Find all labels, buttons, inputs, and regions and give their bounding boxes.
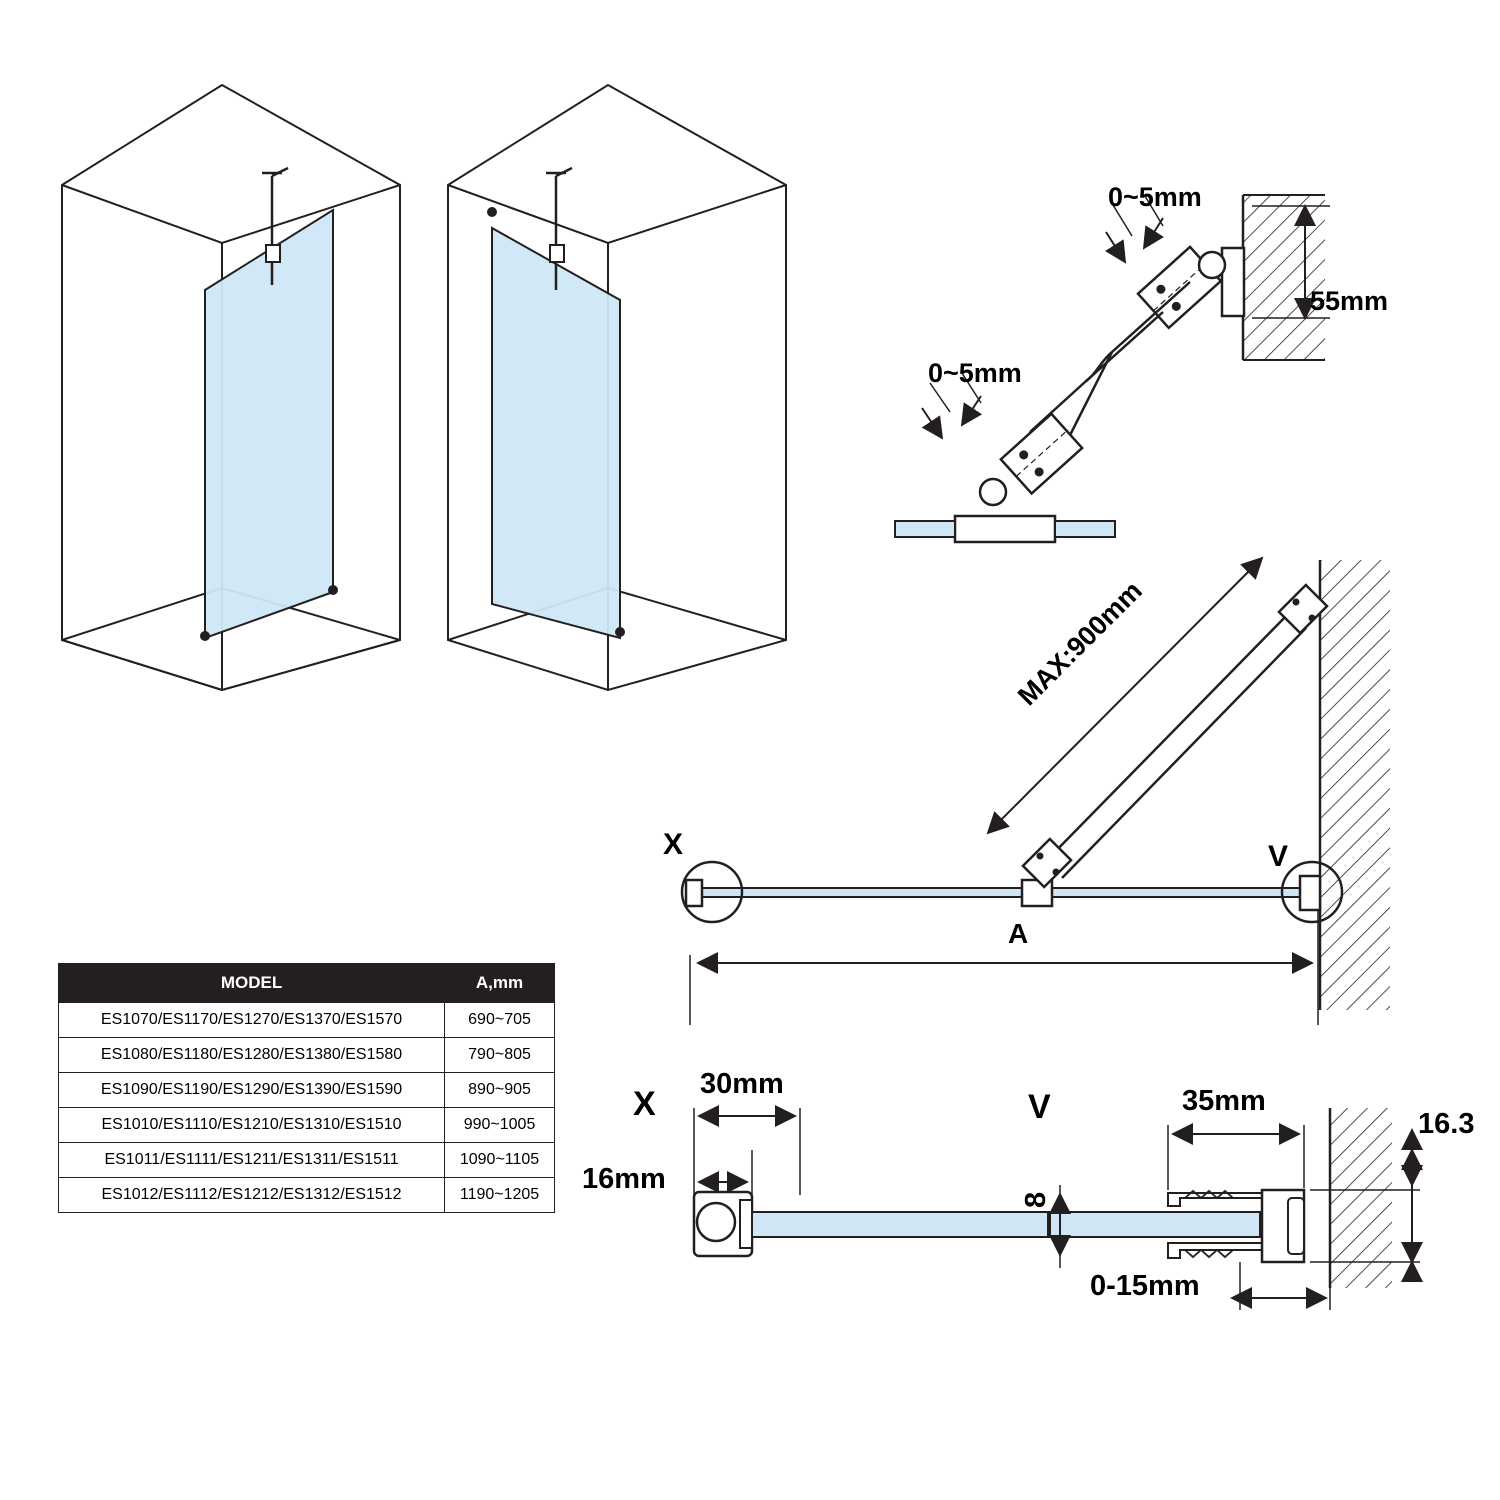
label-profile-inner: 16mm: [582, 1163, 666, 1195]
label-profile-width: 30mm: [700, 1068, 784, 1100]
table-row: [59, 1108, 555, 1143]
table-row: [59, 1038, 555, 1073]
cell-model: ES1070/ES1170/ES1270/ES1370/ES1570: [59, 1003, 445, 1038]
cell-a: 690~705: [445, 1003, 555, 1038]
cell-a: 990~1005: [445, 1108, 555, 1143]
cell-a: 890~905: [445, 1073, 555, 1108]
label-bracket-gap-top: 0~5mm: [1108, 182, 1202, 212]
label-width-a: A: [1008, 918, 1029, 949]
detail-x-section: [694, 1108, 1048, 1256]
label-detail-v-section: V: [1028, 1088, 1051, 1126]
isometric-view-right: [448, 85, 786, 690]
table-row: [59, 1178, 555, 1213]
table-row: [59, 1073, 555, 1108]
column-header-model: MODEL: [59, 964, 445, 1003]
label-bar-max-length: MAX:900mm: [1012, 575, 1148, 712]
cell-a: 1190~1205: [445, 1178, 555, 1213]
cell-a: 790~805: [445, 1038, 555, 1073]
cell-model: ES1012/ES1112/ES1212/ES1312/ES1512: [59, 1178, 445, 1213]
label-glass-thickness: 8: [1020, 1191, 1052, 1208]
plan-view: [682, 558, 1390, 1025]
label-detail-x-plan: X: [663, 828, 684, 861]
label-wall-adjust: 0-15mm: [1090, 1270, 1200, 1302]
table-row: [59, 1003, 555, 1038]
label-detail-v-plan: V: [1268, 840, 1289, 873]
cell-model: ES1090/ES1190/ES1290/ES1390/ES1590: [59, 1073, 445, 1108]
cell-model: ES1080/ES1180/ES1280/ES1380/ES1580: [59, 1038, 445, 1073]
label-detail-x-section: X: [633, 1085, 656, 1123]
model-spec-table: [58, 963, 555, 1213]
table-header-row: [59, 964, 555, 1003]
cell-model: ES1011/ES1111/ES1211/ES1311/ES1511: [59, 1143, 445, 1178]
label-wall-profile-width: 35mm: [1182, 1085, 1266, 1117]
label-wall-plate-height: 55mm: [1310, 286, 1389, 316]
cell-model: ES1010/ES1110/ES1210/ES1310/ES1510: [59, 1108, 445, 1143]
column-header-a: A,mm: [445, 964, 555, 1003]
label-wall-profile-height: 16.3: [1418, 1108, 1475, 1140]
isometric-view-left: [62, 85, 400, 690]
cell-a: 1090~1105: [445, 1143, 555, 1178]
table-row: [59, 1143, 555, 1178]
label-bracket-gap-bottom: 0~5mm: [928, 358, 1022, 388]
